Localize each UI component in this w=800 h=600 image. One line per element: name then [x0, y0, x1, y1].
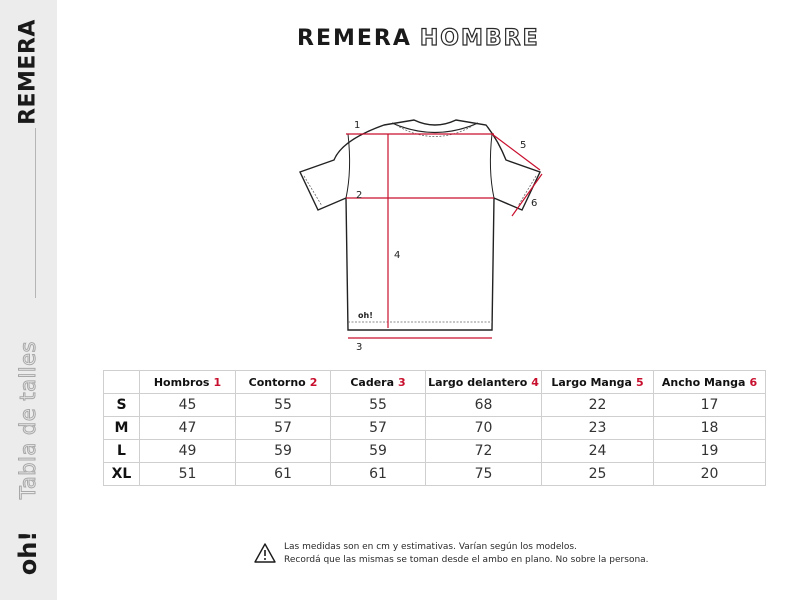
table-header-row	[104, 371, 766, 394]
table-cell: 24	[542, 440, 654, 463]
shirt-logo: oh!	[358, 311, 373, 320]
size-cell: M	[104, 417, 140, 440]
warning-icon	[254, 543, 276, 563]
size-table	[103, 370, 766, 486]
column-header	[331, 371, 426, 394]
sidebar-subtitle: Tabla de talles	[16, 341, 40, 499]
size-cell: L	[104, 440, 140, 463]
sidebar-title: REMERA	[15, 19, 41, 125]
table-cell: 61	[236, 463, 331, 486]
column-number: 5	[635, 375, 644, 389]
title-main: REMERA	[297, 26, 412, 51]
column-label: Hombros	[153, 375, 210, 389]
table-cell: 75	[426, 463, 542, 486]
size-cell: S	[104, 394, 140, 417]
table-cell: 47	[140, 417, 236, 440]
column-number: 3	[398, 375, 406, 389]
note-line-2: Recordá que las mismas se toman desde el ambo en plano. No sobre la persona.	[284, 555, 649, 565]
table-cell: 59	[331, 440, 426, 463]
marker-4: 4	[394, 250, 401, 261]
column-number: 4	[531, 375, 539, 389]
column-number: 1	[213, 375, 222, 389]
column-label: Largo delantero	[428, 375, 528, 389]
table-cell: 17	[654, 394, 766, 417]
table-cell: 68	[426, 394, 542, 417]
table-cell: 51	[140, 463, 236, 486]
page-title	[297, 26, 540, 51]
size-cell: XL	[104, 463, 140, 486]
column-number: 6	[749, 375, 758, 389]
table-cell: 57	[331, 417, 426, 440]
size-column-header	[104, 371, 140, 394]
marker-5: 5	[520, 140, 527, 151]
column-header	[654, 371, 766, 394]
column-header	[236, 371, 331, 394]
column-label: Cadera	[350, 375, 395, 389]
marker-1: 1	[354, 120, 361, 131]
table-cell: 22	[542, 394, 654, 417]
marker-2: 2	[356, 190, 363, 201]
note-line-1: Las medidas son en cm y estimativas. Varían según los modelos.	[284, 542, 577, 552]
table-cell: 70	[426, 417, 542, 440]
table-cell: 55	[236, 394, 331, 417]
table-cell: 55	[331, 394, 426, 417]
column-header	[542, 371, 654, 394]
table-row	[104, 417, 766, 440]
table-cell: 23	[542, 417, 654, 440]
sidebar-divider	[35, 128, 36, 298]
table-cell: 25	[542, 463, 654, 486]
column-number: 2	[309, 375, 318, 389]
table-cell: 18	[654, 417, 766, 440]
table-cell: 20	[654, 463, 766, 486]
table-cell: 45	[140, 394, 236, 417]
marker-6: 6	[531, 198, 538, 209]
brand-logo: oh!	[14, 530, 42, 576]
table-cell: 72	[426, 440, 542, 463]
table-cell: 57	[236, 417, 331, 440]
column-label: Largo Manga	[551, 375, 632, 389]
table-cell: 61	[331, 463, 426, 486]
table-cell: 59	[236, 440, 331, 463]
table-row	[104, 463, 766, 486]
table-row	[104, 394, 766, 417]
sidebar	[0, 0, 57, 600]
table-cell: 19	[654, 440, 766, 463]
title-sub: HOMBRE	[419, 26, 540, 51]
tshirt-diagram	[290, 110, 560, 355]
column-label: Contorno	[248, 375, 306, 389]
marker-3: 3	[356, 342, 363, 353]
table-cell: 49	[140, 440, 236, 463]
table-row	[104, 440, 766, 463]
column-label: Ancho Manga	[661, 375, 746, 389]
column-header	[426, 371, 542, 394]
column-header	[140, 371, 236, 394]
tshirt-outline	[300, 120, 540, 330]
